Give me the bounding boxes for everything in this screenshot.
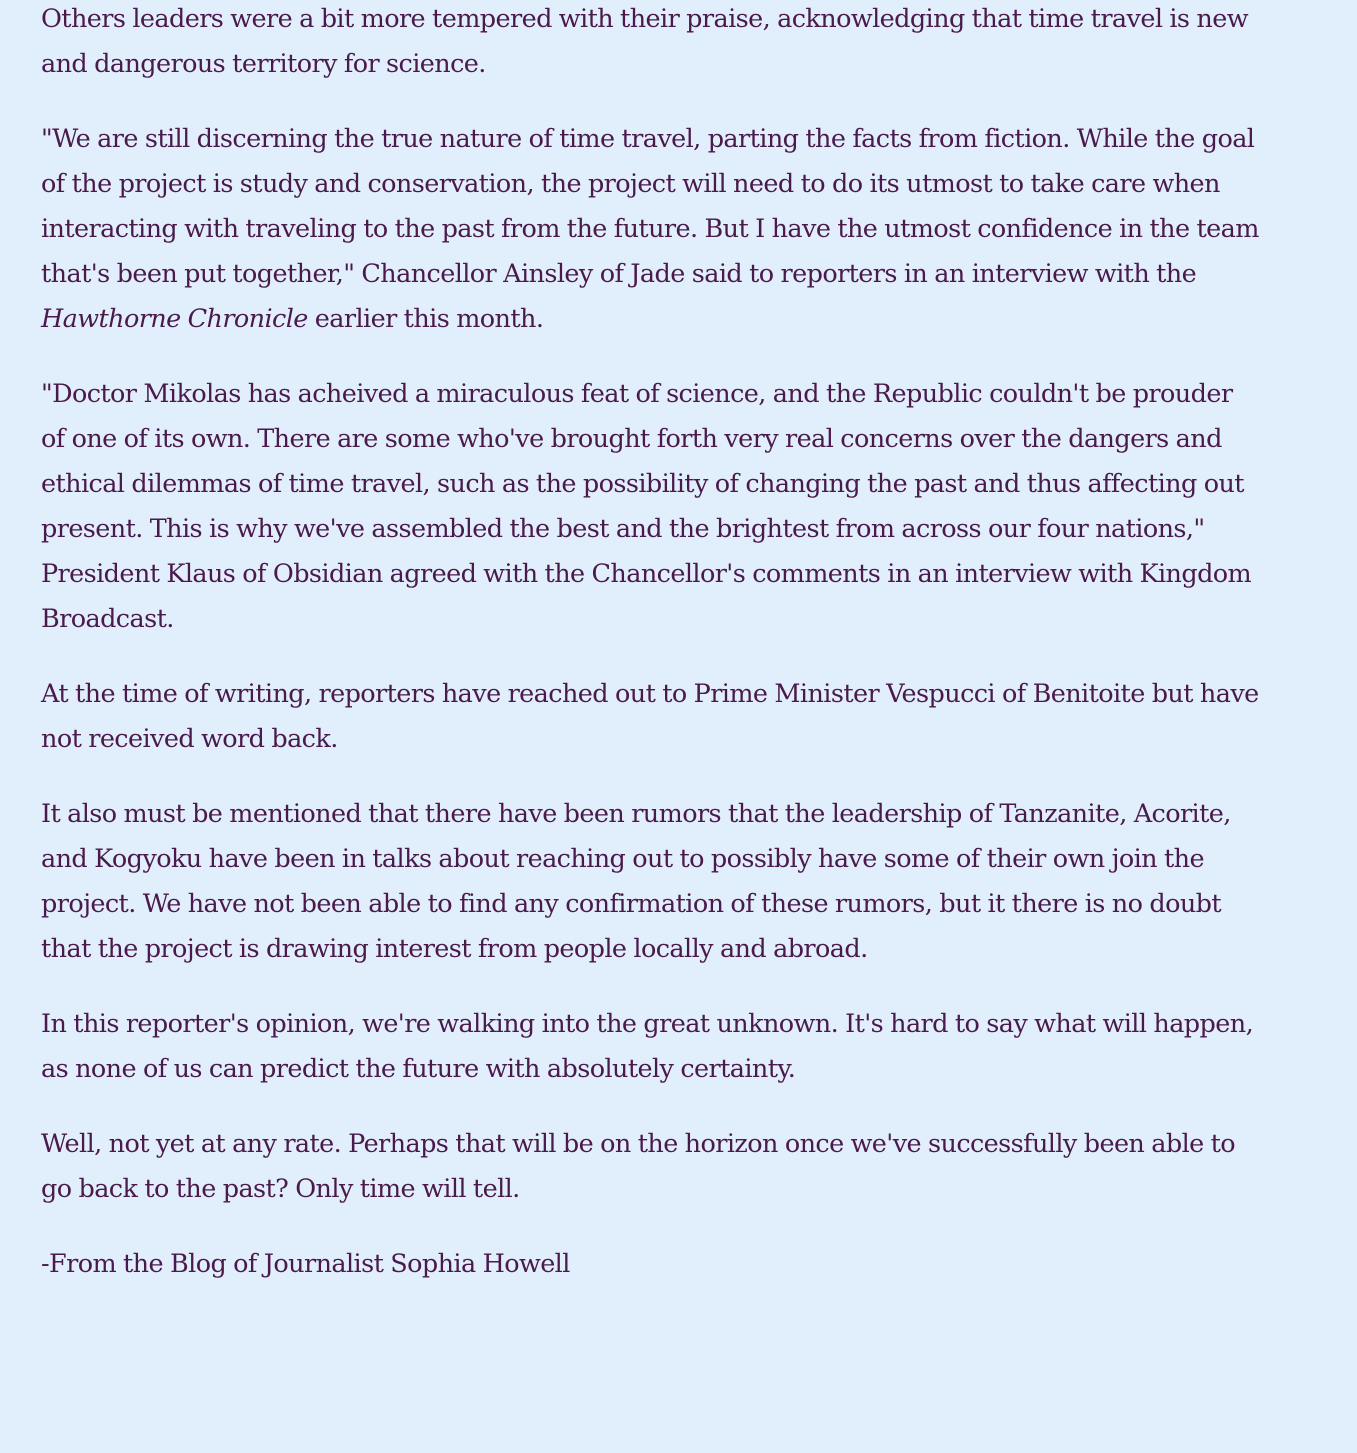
paragraph-prime-minister: At the time of writing, reporters have reached out to Prime Minister Vespucci of Benitoite but have not received word back. bbox=[41, 679, 1259, 754]
chancellor-quote-end: earlier this month. bbox=[307, 304, 544, 334]
article-signature: -From the Blog of Journalist Sophia Howell bbox=[41, 1249, 570, 1279]
paragraph-president-quote: "Doctor Mikolas has acheived a miraculous feat of science, and the Republic couldn't be prouder of one of its own. There are some who've brought forth very real concerns over the dangers and ethical dilemmas of time travel, such as the possibility of changing the past and thus affecting out present. This is why we've assembled the best and the brightest from across our four nations," President Klaus of Obsidian agreed with the Chancellor's comments in an interview with Kingdom Broadcast. bbox=[41, 379, 1252, 634]
paragraph-chancellor-quote bbox=[41, 117, 1261, 342]
paragraph-closing: Well, not yet at any rate. Perhaps that will be on the horizon once we've successfully been able to go back to the past? Only time will tell. bbox=[41, 1129, 1236, 1204]
chancellor-quote-text: "We are still discerning the true nature of time travel, parting the facts from fiction. While the goal of the project is study and conservation, the project will need to do its utmost to take care when interacting with traveling to the past from the future. But I have the utmost confidence in the team that's been put together," Chancellor Ainsley of Jade said to reporters in an interview with the bbox=[41, 124, 1259, 289]
publication-name: Hawthorne Chronicle bbox=[41, 304, 308, 334]
paragraph-rumors: It also must be mentioned that there have been rumors that the leadership of Tanzanite, Acorite, and Kogyoku have been in talks about reaching out to possibly have some of their own join the project. We have not been able to find any confirmation of these rumors, but it there is no doubt that the project is drawing interest from people locally and abroad. bbox=[41, 799, 1231, 964]
paragraph-opinion: In this reporter's opinion, we're walking into the great unknown. It's hard to say what will happen, as none of us can predict the future with absolutely certainty. bbox=[41, 1009, 1254, 1084]
paragraph-leaders-praise: Others leaders were a bit more tempered with their praise, acknowledging that time travel is new and dangerous territory for science. bbox=[41, 4, 1248, 79]
article-body bbox=[41, 0, 1261, 1287]
